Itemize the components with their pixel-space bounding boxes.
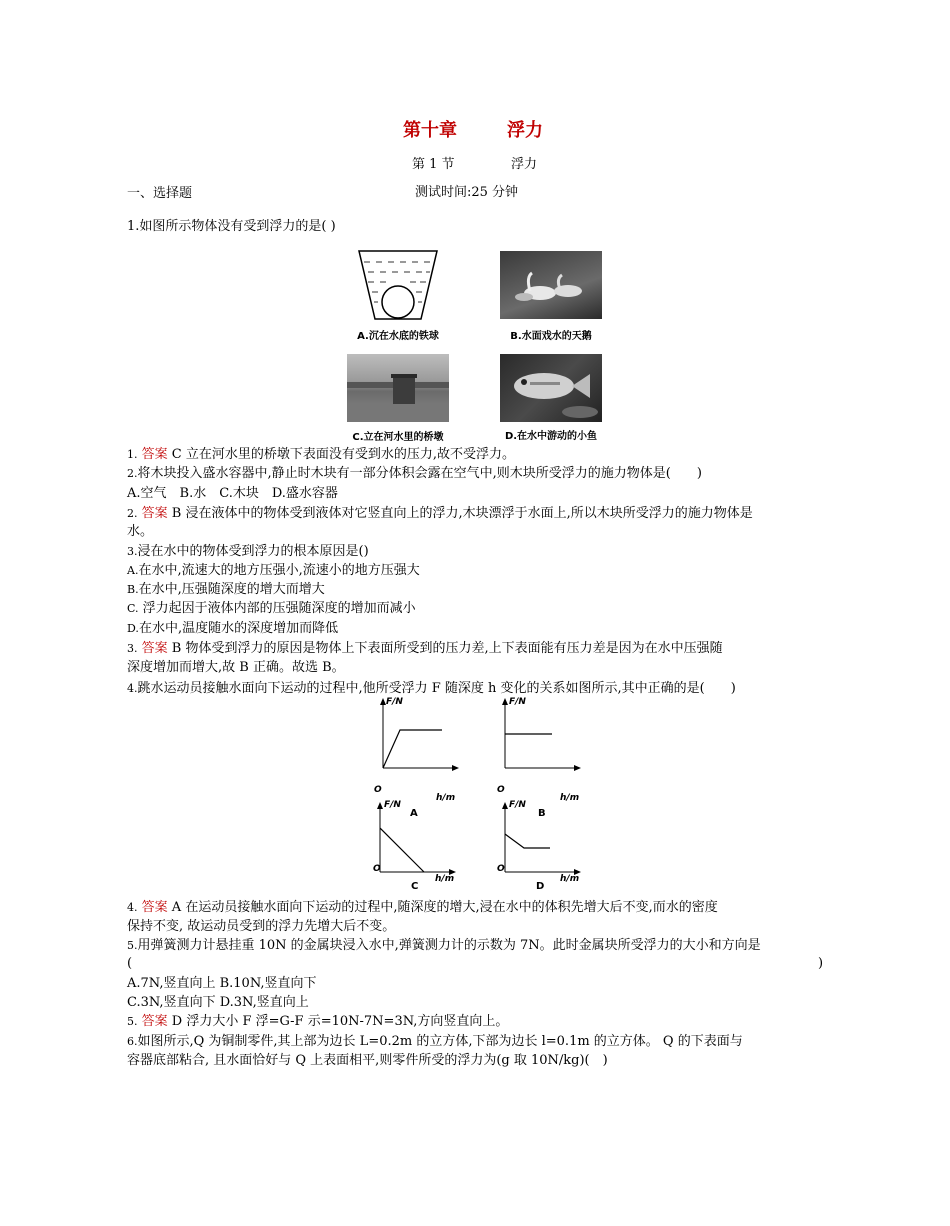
q5-answer-num: 5. [127,1015,138,1028]
q4-graph-a-ylabel: F/N [386,697,403,707]
q4-graph-b [494,696,584,776]
q5-paren-open: ( [127,956,133,971]
q1-photo-fish [500,354,602,422]
q1-photo-pier [347,354,449,422]
q2-num: 2. [127,467,138,480]
q1-answer-label: 答案 [141,447,168,462]
q4-graph-a-caption: A [410,808,418,819]
q1-caption-d: D.在水中游动的小鱼 [504,431,598,442]
chapter-label: 第十章 [403,120,457,141]
q4-graph-d-ylabel: F/N [509,800,526,810]
q2-answer-line1: B 浸在液体中的物体受到液体对它竖直向上的浮力,木块漂浮于水面上,所以木块所受浮力的施力物体是 [171,506,753,521]
q5-num: 5. [127,939,138,952]
q4-answer-line1: A 在运动员接触水面向下运动的过程中,随深度的增大,浸在水中的体积先增大后不变,而水的密度 [171,900,718,915]
q3-num: 3. [127,545,138,558]
q1-photo-swans [500,251,602,319]
q3-answer-num: 3. [127,642,138,655]
q3-option-c [127,600,416,618]
q5-stem-line [127,937,761,955]
option-text: 在水中,流速大的地方压强小,流速小的地方压强大 [138,563,420,578]
q1-answer-text: C 立在河水里的桥墩下表面没有受到水的压力,故不受浮力。 [171,447,516,462]
q3-answer-line1: B 物体受到浮力的原因是物体上下表面所受到的压力差,上下表面能有压力差是因为在水中压强随 [171,641,723,656]
chapter-title: 浮力 [507,120,543,141]
q4-graph-d-caption: D [536,881,545,892]
q3-answer-line2: 深度增加而增大,故 B 正确。故选 B。 [127,660,345,675]
q4-graph-a-origin: O [374,785,382,795]
q1-figure-a [356,248,440,322]
q2-answer-num: 2. [127,507,138,520]
q2-options: A.空气 B.水 C.木块 D.盛水容器 [127,486,338,501]
q5-answer-label: 答案 [141,1014,168,1029]
q2-stem-line [127,465,702,483]
q4-answer-num: 4. [127,901,138,914]
q5-options-line1: A.7N,竖直向上 B.10N,竖直向下 [127,976,317,991]
q2-answer [127,505,753,523]
q2-answer-line2: 水。 [127,524,154,539]
option-letter: B. [127,583,139,596]
q5-answer-text: D 浮力大小 F 浮=G-F 示=10N-7N=3N,方向竖直向上。 [171,1014,509,1029]
q3-stem-line [127,543,369,561]
q4-stem: 跳水运动员接触水面向下运动的过程中,他所受浮力 F 随深度 h 变化的关系如图所示,其中正确的是( ) [137,681,736,696]
q6-num: 6. [127,1035,138,1048]
section-title: 浮力 [511,157,538,172]
q4-graph-a-xlabel: h/m [436,793,456,803]
graph-a-line [383,730,442,768]
q5-paren-close: ) [818,956,824,971]
part-heading: 一、选择题 [127,186,193,201]
q1-caption-b: B.水面戏水的天鹅 [510,331,592,342]
option-text: 浮力起因于液体内部的压强随深度的增加而减小 [138,601,416,616]
option-letter: D. [127,622,139,635]
q3-option-d [127,620,338,638]
q4-graph-c-caption: C [411,881,419,892]
q5-options-line2: C.3N,竖直向下 D.3N,竖直向上 [127,995,309,1010]
q2-answer-label: 答案 [141,506,168,521]
q1-answer-num: 1. [127,448,138,461]
q3-answer-label: 答案 [141,641,168,656]
q4-num: 4. [127,682,138,695]
test-time: 测试时间:25 分钟 [415,185,519,200]
q4-graph-d-xlabel: h/m [560,874,580,884]
q3-answer [127,640,723,658]
q4-graph-c-xlabel: h/m [435,874,455,884]
q4-graph-b-ylabel: F/N [509,697,526,707]
q6-line1: 如图所示,Q 为铜制零件,其上部为边长 L=0.2m 的立方体,下部为边长 l=0.1m 的立方体。 Q 的下表面与 [137,1034,743,1049]
q4-graph-c-ylabel: F/N [384,800,401,810]
option-text: 在水中,温度随水的深度增加而降低 [138,621,339,636]
q4-answer-label: 答案 [141,900,168,915]
q4-graph-c [369,800,459,880]
q5-answer [127,1013,508,1031]
q3-option-b [127,581,325,599]
iron-ball [382,286,414,318]
q6-line1-wrap [127,1033,743,1051]
q4-graph-a [370,696,460,776]
q1-caption-a: A.沉在水底的铁球 [357,331,439,342]
q1-answer [127,446,515,464]
q4-graph-d-origin: O [497,864,505,874]
q2-stem: 将木块投入盛水容器中,静止时木块有一部分体积会露在空气中,则木块所受浮力的施力物体是( ) [137,466,702,481]
q4-graph-b-caption: B [538,808,546,819]
q1-stem: 1.如图所示物体没有受到浮力的是( ) [127,219,336,234]
q4-answer [127,899,718,917]
q4-graph-b-xlabel: h/m [560,793,580,803]
option-letter: C. [127,602,139,615]
q4-graph-b-origin: O [497,785,505,795]
graph-c-line [380,828,424,872]
q3-option-a [127,562,420,580]
section-label: 第 1 节 [412,157,455,172]
q4-graph-c-origin: O [373,864,381,874]
q3-stem: 浸在水中的物体受到浮力的根本原因是() [137,544,369,559]
q6-line2: 容器底部粘合, 且水面恰好与 Q 上表面相平,则零件所受的浮力为(g 取 10N/kg)( ) [127,1053,608,1068]
q4-answer-line2: 保持不变, 故运动员受到的浮力先增大后不变。 [127,919,396,934]
q4-graph-d [494,800,584,880]
option-letter: A. [127,564,139,577]
graph-d-line [505,834,550,848]
q1-caption-c: C.立在河水里的桥墩 [352,432,444,443]
q5-stem: 用弹簧测力计悬挂重 10N 的金属块浸入水中,弹簧测力计的示数为 7N。此时金属块所受浮力的大小和方向是 [137,938,761,953]
option-text: 在水中,压强随深度的增大而增大 [138,582,325,597]
